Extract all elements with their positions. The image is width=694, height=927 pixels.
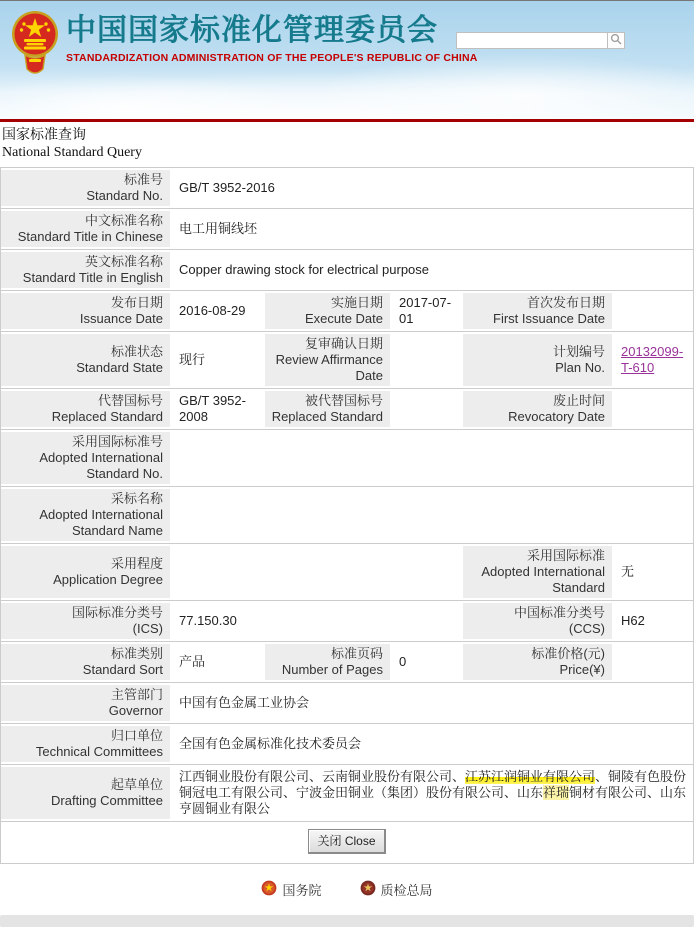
value-technical-committees: 全国有色金属标准化技术委员会 [179, 736, 362, 751]
site-title: 中国国家标准化管理委员会 [66, 14, 438, 47]
row-drafting-committee [1, 765, 693, 822]
value-title-english: Copper drawing stock for electrical purpose [179, 262, 430, 277]
row-sort-pages-price [1, 642, 693, 683]
row-application-degree [1, 544, 693, 601]
row-technical-committees [1, 724, 693, 765]
row-standard-no [1, 168, 693, 209]
site-header [0, 1, 694, 122]
value-standard-state: 现行 [179, 352, 206, 367]
row-title-english [1, 250, 693, 291]
value-issuance-date: 2016-08-29 [179, 303, 246, 318]
row-classification [1, 601, 693, 642]
label-adopted-intl-name: 采标名称 Adopted International Standard Name [1, 487, 170, 543]
label-drafting-committee: 起草单位 Drafting Committee [1, 765, 170, 821]
label-standard-state: 标准状态 Standard State [1, 332, 170, 388]
label-replaced-standard: 代替国标号 Replaced Standard [1, 389, 170, 429]
row-adopted-intl-no [1, 430, 693, 487]
search-input[interactable] [456, 32, 607, 49]
value-revocatory-date [612, 389, 693, 429]
drafting-text: 、铜陵有色股份铜冠电工有限公司、宁波金田铜业（集团）股份有限公司、山东 [179, 769, 687, 800]
label-num-pages: 标准页码 Number of Pages [265, 642, 390, 682]
label-review-affirmance-date: 复审确认日期 Review Affirmance Date [265, 332, 390, 388]
value-application-degree [170, 544, 463, 600]
label-revocatory-date: 废止时间 Revocatory Date [463, 389, 612, 429]
search-icon [610, 33, 622, 48]
label-issuance-date: 发布日期 Issuance Date [1, 291, 170, 331]
label-replaced-by-standard: 被代替国标号 Replaced Standard [265, 389, 390, 429]
value-adopted-intl-name [170, 487, 693, 543]
site-subtitle: STANDARDIZATION ADMINISTRATION OF THE PEOPLE'S REPUBLIC OF CHINA [66, 52, 478, 64]
label-ccs: 中国标准分类号 (CCS) [463, 601, 612, 641]
close-button-row [1, 822, 693, 864]
label-standard-no: 标准号 Standard No. [1, 168, 170, 208]
footer-link-state-council[interactable]: 国务院 [261, 880, 321, 899]
aqsiq-emblem-icon [360, 880, 376, 899]
plan-no-link[interactable]: 20132099-T-610 [621, 344, 684, 375]
value-governor: 中国有色金属工业协会 [179, 695, 310, 710]
highlighted-keyword: 祥瑞 [543, 785, 570, 800]
label-technical-committees: 归口单位 Technical Committees [1, 724, 170, 764]
label-application-degree: 采用程度 Application Degree [1, 544, 170, 600]
label-first-issuance-date: 首次发布日期 First Issuance Date [463, 291, 612, 331]
value-standard-no: GB/T 3952-2016 [179, 180, 275, 195]
search-bar [456, 32, 625, 49]
section-title-en: National Standard Query [2, 145, 142, 160]
section-title-zh: 国家标准查询 [2, 128, 86, 143]
row-replaced [1, 389, 693, 430]
row-governor [1, 683, 693, 724]
label-standard-sort: 标准类别 Standard Sort [1, 642, 170, 682]
label-price: 标准价格(元) Price(¥) [463, 642, 612, 682]
row-dates [1, 291, 693, 332]
search-button[interactable] [607, 32, 625, 49]
value-num-pages: 0 [399, 654, 407, 669]
row-title-chinese [1, 209, 693, 250]
label-title-english: 英文标准名称 Standard Title in English [1, 250, 170, 290]
value-replaced-standard: GB/T 3952-2008 [179, 393, 246, 424]
value-ics: 77.150.30 [179, 613, 237, 628]
standard-detail-table [0, 167, 694, 864]
close-button[interactable]: 关闭 Close [308, 829, 385, 854]
state-council-emblem-icon [261, 880, 277, 899]
highlighted-company: 江苏江润铜业有限公司 [465, 769, 596, 784]
value-price [612, 642, 693, 682]
label-adopted-intl-standard: 采用国际标准 Adopted International Standard [463, 544, 612, 600]
value-ccs: H62 [621, 613, 645, 628]
label-plan-no: 计划编号 Plan No. [463, 332, 612, 388]
value-title-chinese: 电工用铜线坯 [179, 221, 258, 236]
label-adopted-intl-no: 采用国际标准号 Adopted International Standard No. [1, 430, 170, 486]
value-adopted-intl-standard: 无 [621, 564, 635, 579]
value-standard-sort: 产品 [179, 654, 206, 669]
value-first-issuance-date [612, 291, 693, 331]
value-review-affirmance-date [390, 332, 463, 388]
row-adopted-intl-name [1, 487, 693, 544]
value-drafting-committee [170, 765, 693, 821]
national-emblem-logo [11, 8, 59, 83]
label-ics: 国际标准分类号 (ICS) [1, 601, 170, 641]
value-execute-date: 2017-07-01 [399, 295, 452, 326]
drafting-text: 江西铜业股份有限公司、云南铜业股份有限公司、 [179, 769, 466, 784]
label-title-chinese: 中文标准名称 Standard Title in Chinese [1, 209, 170, 249]
section-title [0, 122, 694, 167]
value-replaced-by-standard [390, 389, 463, 429]
drafting-text: 铜材有限公司、山东亨圆铜业有限公 [179, 785, 687, 816]
footer-link-aqsiq[interactable]: 质检总局 [360, 880, 433, 899]
row-state-plan [1, 332, 693, 389]
label-governor: 主管部门 Governor [1, 683, 170, 723]
value-adopted-intl-no [170, 430, 693, 486]
label-execute-date: 实施日期 Execute Date [265, 291, 390, 331]
value-plan-no [612, 332, 693, 388]
footer-bar [0, 915, 694, 927]
footer-links [0, 864, 694, 909]
